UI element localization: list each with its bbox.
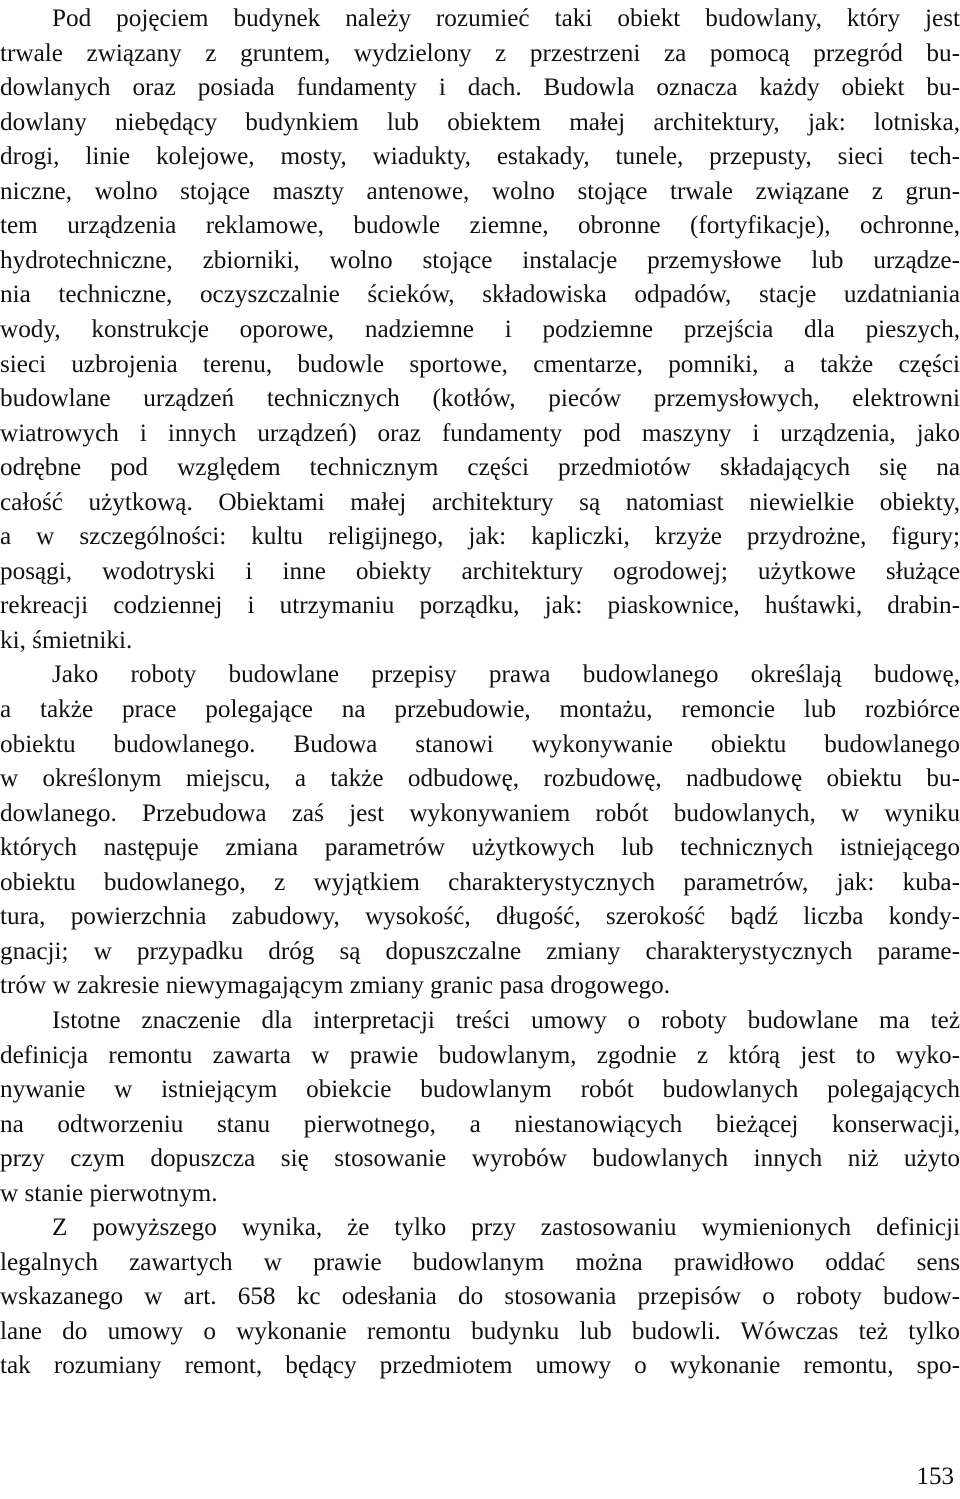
text-line: trów w zakresie niewymagającym zmiany granic pasa drogowego. <box>0 972 671 999</box>
text-line: wiatrowych i innych urządzeń) oraz fundamenty pod maszyny i urządzenia, jako <box>0 420 960 447</box>
text-line: hydrotechniczne, zbiorniki, wolno stojące instalacje przemysłowe lub urządze- <box>0 247 960 274</box>
text-line: obiektu budowlanego. Budowa stanowi wykonywanie obiektu budowlanego <box>0 731 960 758</box>
text-line: tak rozumiany remont, będący przedmiotem umowy o wykonanie remontu, spo- <box>0 1352 960 1379</box>
text-line: gnacji; w przypadku dróg są dopuszczalne zmiany charakterystycznych parame- <box>0 938 960 965</box>
text-line: lane do umowy o wykonanie remontu budynku lub budowli. Wówczas też tylko <box>0 1318 960 1345</box>
text-line: których następuje zmiana parametrów użytkowych lub technicznych istniejącego <box>0 834 960 861</box>
text-line: wskazanego w art. 658 kc odesłania do stosowania przepisów o roboty budow- <box>0 1283 960 1310</box>
text-line: nywanie w istniejącym obiekcie budowlanym robót budowlanych polegających <box>0 1076 960 1103</box>
text-line: tem urządzenia reklamowe, budowle ziemne, obronne (fortyfikacje), ochronne, <box>0 212 960 239</box>
text-line: drogi, linie kolejowe, mosty, wiadukty, estakady, tunele, przepusty, sieci tech- <box>0 143 960 170</box>
text-line: trwale związany z gruntem, wydzielony z przestrzeni za pomocą przegród bu- <box>0 40 960 67</box>
page-number: 153 <box>916 1463 954 1490</box>
text-line: dowlany niebędący budynkiem lub obiektem małej architektury, jak: lotniska, <box>0 109 960 136</box>
text-line: dowlanego. Przebudowa zaś jest wykonywaniem robót budowlanych, w wyniku <box>0 800 960 827</box>
text-line: całość użytkową. Obiektami małej architektury są natomiast niewielkie obiekty, <box>0 489 960 516</box>
text-line: Z powyższego wynika, że tylko przy zastosowaniu wymienionych definicji <box>52 1214 960 1241</box>
text-line: a w szczególności: kultu religijnego, jak: kapliczki, krzyże przydrożne, figury; <box>0 523 960 550</box>
text-line: posągi, wodotryski i inne obiekty architektury ogrodowej; użytkowe służące <box>0 558 960 585</box>
text-line: obiektu budowlanego, z wyjątkiem charakterystycznych parametrów, jak: kuba- <box>0 869 960 896</box>
text-line: Jako roboty budowlane przepisy prawa budowlanego określają budowę, <box>52 661 960 688</box>
text-line: wody, konstrukcje oporowe, nadziemne i podziemne przejścia dla pieszych, <box>0 316 960 343</box>
text-line: definicja remontu zawarta w prawie budowlanym, zgodnie z którą jest to wyko- <box>0 1042 960 1069</box>
text-line: Istotne znaczenie dla interpretacji treści umowy o roboty budowlane ma też <box>52 1007 960 1034</box>
text-line: przy czym dopuszcza się stosowanie wyrobów budowlanych innych niż użyto <box>0 1145 960 1172</box>
text-line: tura, powierzchnia zabudowy, wysokość, długość, szerokość bądź liczba kondy- <box>0 903 960 930</box>
text-line: w określonym miejscu, a także odbudowę, rozbudowę, nadbudowę obiektu bu- <box>0 765 960 792</box>
text-line: Pod pojęciem budynek należy rozumieć taki obiekt budowlany, który jest <box>52 5 960 32</box>
text-line: sieci uzbrojenia terenu, budowle sportowe, cmentarze, pomniki, a także części <box>0 351 960 378</box>
text-line: a także prace polegające na przebudowie, montażu, remoncie lub rozbiórce <box>0 696 960 723</box>
text-line: niczne, wolno stojące maszty antenowe, wolno stojące trwale związane z grun- <box>0 178 960 205</box>
text-line: dowlanych oraz posiada fundamenty i dach. Budowla oznacza każdy obiekt bu- <box>0 74 960 101</box>
text-line: budowlane urządzeń technicznych (kotłów, pieców przemysłowych, elektrowni <box>0 385 960 412</box>
text-line: rekreacji codziennej i utrzymaniu porządku, jak: piaskownice, huśtawki, drabin- <box>0 592 960 619</box>
text-line: na odtworzeniu stanu pierwotnego, a niestanowiących bieżącej konserwacji, <box>0 1111 960 1138</box>
text-line: w stanie pierwotnym. <box>0 1180 218 1207</box>
text-line: nia techniczne, oczyszczalnie ścieków, składowiska odpadów, stacje uzdatniania <box>0 281 960 308</box>
text-line: odrębne pod względem technicznym części przedmiotów składających się na <box>0 454 960 481</box>
text-line: ki, śmietniki. <box>0 627 133 654</box>
text-line: legalnych zawartych w prawie budowlanym można prawidłowo oddać sens <box>0 1249 960 1276</box>
